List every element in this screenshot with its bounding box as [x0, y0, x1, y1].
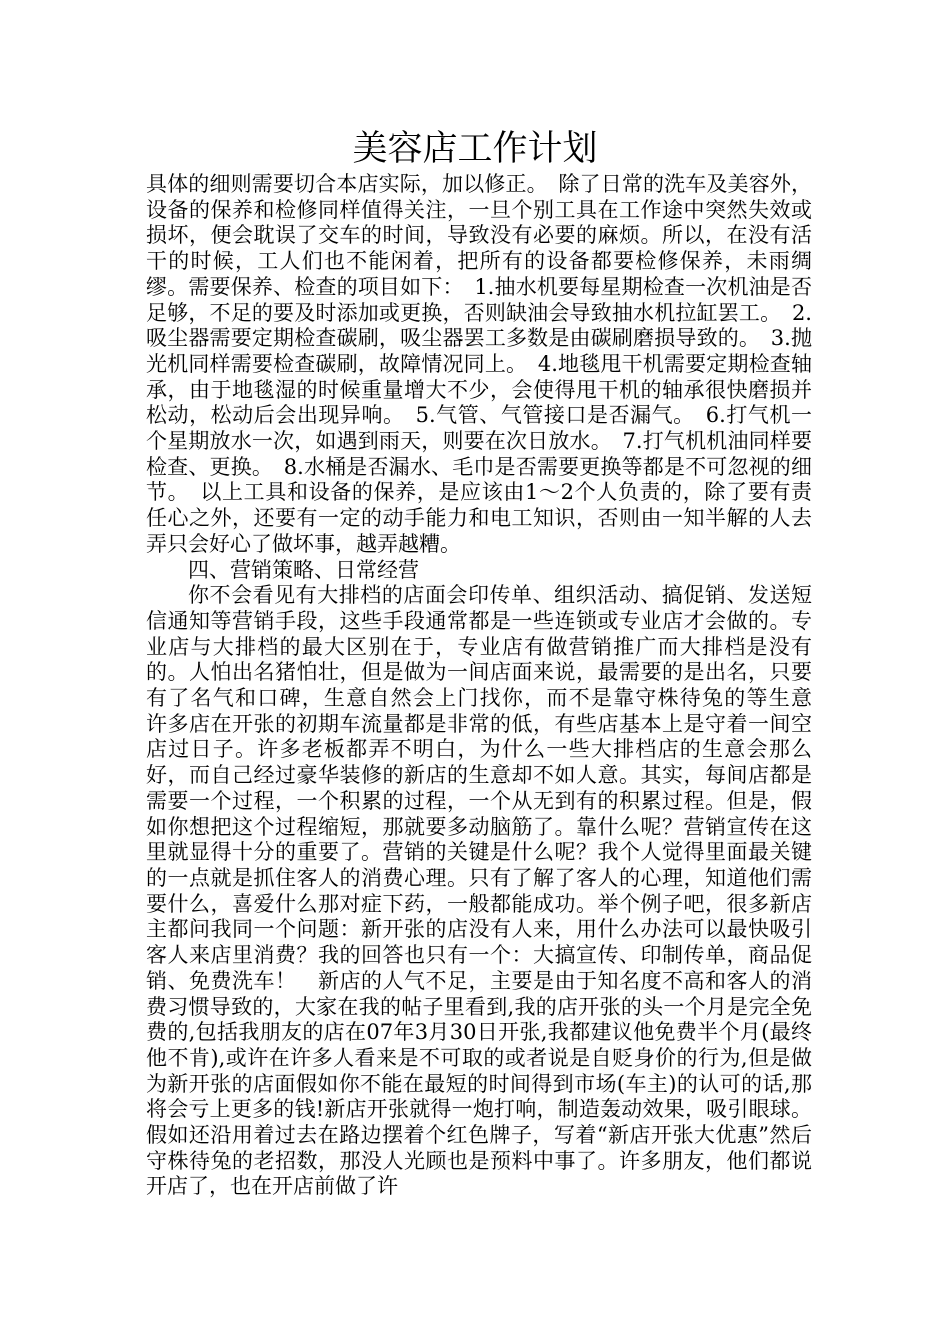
- paragraph-equipment-maintenance: 具体的细则需要切合本店实际，加以修正。 除了日常的洗车及美容外，设备的保养和检修同样值得关注，一旦个别工具在工作途中突然失效或损坏，便会耽误了交车的时间，导致没有必要的麻烦。所以，在没有活干的时候，工人们也不能闲着，把所有的设备都要检修保养，未雨绸缪。需要保养、检查的项目如下： 1.抽水机要每星期检查一次机油是否足够，不足的要及时添加或更换，否则缺油会导致抽水机拉缸罢工。 2.吸尘器需要定期检查碳刷，吸尘器罢工多数是由碳刷磨损导致的。 3.抛光机同样需要检查碳刷，故障情况同上。 4.地毯甩干机需要定期检查轴承，由于地毯湿的时候重量增大不少，会使得甩干机的轴承很快磨损并松动，松动后会出现异响。 5.气管、气管接口是否漏气。 6.打气机一个星期放水一次，如遇到雨天，则要在次日放水。 7.打气机机油同样要检查、更换。 8.水桶是否漏水、毛巾是否需要更换等都是不可忽视的细节。 以上工具和设备的保养，是应该由1～2个人负责的，除了要有责任心之外，还要有一定的动手能力和电工知识，否则由一知半解的人去弄只会好心了做坏事，越弄越糟。: [146, 172, 812, 556]
- section-heading-marketing: 四、营销策略、日常经营: [188, 557, 419, 582]
- document-title: 美容店工作计划: [352, 129, 598, 169]
- paragraph-marketing-strategy: 你不会看见有大排档的店面会印传单、组织活动、搞促销、发送短信通知等营销手段，这些手段通常都是一些连锁或专业店才会做的。专业店与大排档的最大区别在于，专业店有做营销推广而大排档是没有的。人怕出名猪怕壮，但是做为一间店面来说，最需要的是出名，只要有了名气和口碑，生意自然会上门找你，而不是靠守株待兔的等生意 许多店在开张的初期车流量都是非常的低，有些店基本上是守着一间空店过日子。许多老板都弄不明白，为什么一些大排档店的生意会那么好，而自己经过豪华装修的新店的生意却不如人意。其实，每间店都是需要一个过程，一个积累的过程，一个从无到有的积累过程。但是，假如你想把这个过程缩短，那就要多动脑筋了。靠什么呢？营销宣传在这里就显得十分的重要了。营销的关键是什么呢？我个人觉得里面最关键的一点就是抓住客人的消费心理。只有了解了客人的心理，知道他们需要什么，喜爱什么那对症下药，一般都能成功。举个例子吧，很多新店主都问我同一个问题：新开张的店没有人来，用什么办法可以最快吸引客人来店里消费？我的回答也只有一个：大搞宣传、印制传单，商品促销、免费洗车！ 新店的人气不足，主要是由于知名度不高和客人的消费习惯导致的，大家在我的帖子里看到,我的店开张的头一个月是完全免费的,包括我朋友的店在07年3月30日开张,我都建议他免费半个月(最终他不肯),或许在许多人看来是不可取的或者说是自贬身价的行为,但是做为新开张的店面假如你不能在最短的时间得到市场(车主)的认可的话,那将会亏上更多的钱!新店开张就得一炮打响，制造轰动效果，吸引眼球。假如还沿用着过去在路边摆着个红色牌子，写着“新店开张大优惠”然后守株待兔的老招数，那没人光顾也是预料中事了。许多朋友，他们都说开店了，也在开店前做了许: [146, 583, 833, 1199]
- document-body: [146, 172, 833, 1200]
